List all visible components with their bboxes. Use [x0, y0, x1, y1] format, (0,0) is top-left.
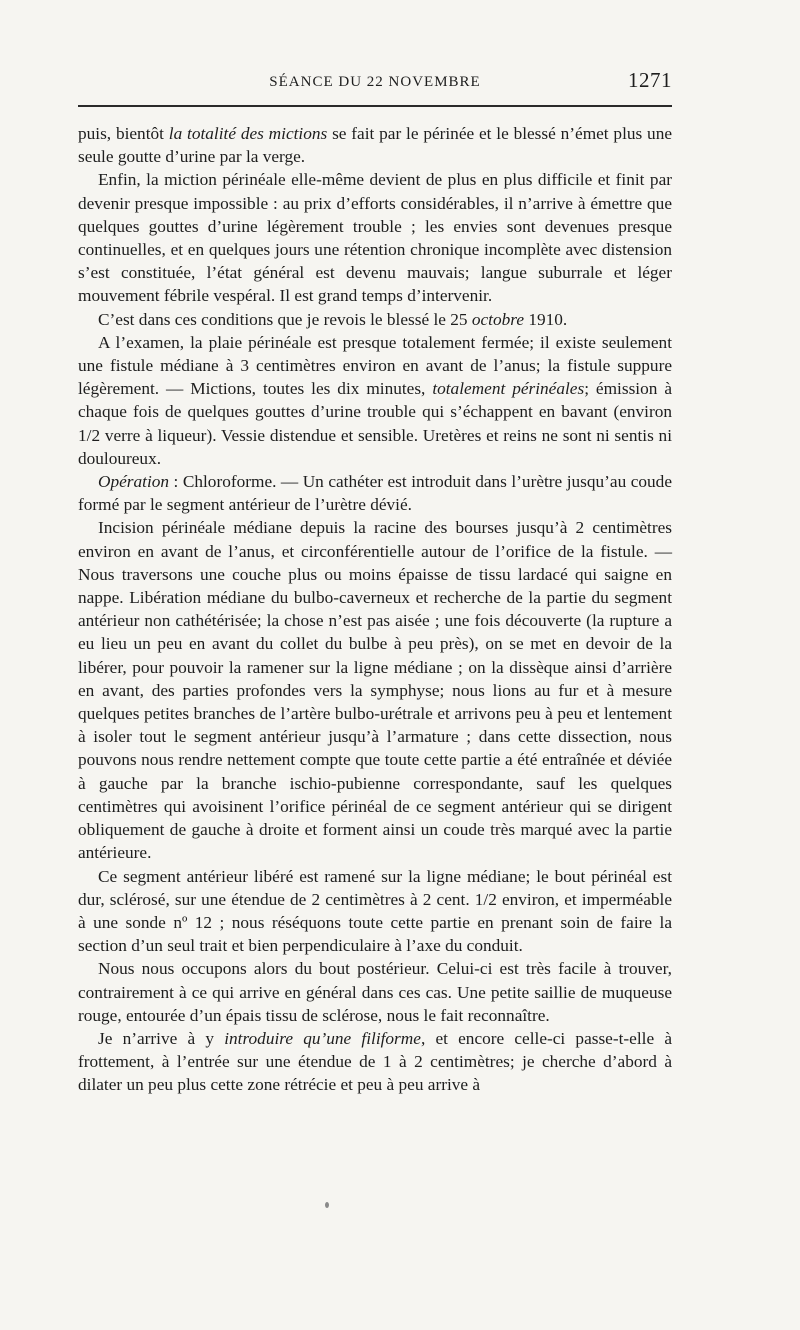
- italic-text: octobre: [471, 309, 525, 329]
- paragraph: [78, 331, 672, 470]
- text-run: 1910.: [524, 309, 568, 329]
- text-run: Je n’arrive à y: [98, 1028, 225, 1048]
- paragraph: [78, 516, 672, 864]
- text-run: Enfin, la miction périnéale elle-même devient de plus en plus difficile et finit par devenir presque impossible : au prix d’efforts considérables, il n’arrive à émettre que quelques gouttes d’urine légèrement trouble ; les envies sont devenues presque continuelles, et en quelques jours une rétention chronique incomplète avec distension s’est constituée, l’état général est devenu mauvais; langue suburrale et léger mouvement fébrile vespéral. Il est grand temps d’intervenir.: [78, 170, 672, 306]
- text-run: se fait par le périnée et le blessé n’émet plus une seule goutte d’urine par la verge.: [78, 124, 673, 167]
- text-run: Ce segment antérieur libéré est ramené sur la ligne médiane; le bout périnéal est dur, sclérosé, sur une étendue de 2 centimètres à 2 cent. 1/2 environ, et imperméable à une sonde nº 12 ; nous réséquons toute cette partie en prenant soin de faire la section d’un seul trait et bien perpendiculaire à l’axe du conduit.: [78, 866, 672, 956]
- italic-text: totalement périnéales: [432, 379, 585, 399]
- paragraph: [78, 122, 672, 168]
- paragraph: [78, 470, 672, 516]
- paragraph: [78, 168, 672, 307]
- running-head: SÉANCE DU 22 NOVEMBRE: [269, 74, 481, 90]
- text-run: ; émission à chaque fois de quelques gouttes d’urine trouble qui s’échappent en bavant (environ 1/2 verre à liqueur). Vessie distendue et sensible. Uretères et reins ne sont ni sentis ni douloureux.: [78, 379, 672, 468]
- header-rule: [78, 105, 672, 107]
- text-run: C’est dans ces conditions que je revois le blessé le 25: [98, 309, 472, 329]
- ink-speck: [325, 1202, 329, 1208]
- text-run: : Chloroforme. — Un cathéter est introduit dans l’urètre jusqu’au coude formé par le segment antérieur de l’urètre dévié.: [78, 472, 672, 515]
- page-header: [78, 66, 672, 96]
- text-run: Incision périnéale médiane depuis la racine des bourses jusqu’à 2 centimètres environ en avant de l’anus, et circonférentielle autour de l’orifice de la fistule. — Nous traversons une couche plus ou moins épaisse de tissu lardacé qui saigne en nappe. Libération médiane du bulbo-caverneux et recherche de la partie du segment antérieur non cathétérisée; la chose n’est pas aisée ; une fois découverte (la rupture a eu lieu un peu en avant du collet du bulbe à peu près), on se met en devoir de la libérer, pour pouvoir la ramener sur la ligne médiane ; on la dissèque ainsi d’arrière en avant, des parties profondes vers la symphyse; nous lions au fur et à mesure quelques petites branches de l’artère bulbo-urétrale et arrivons peu à peu et lentement à isoler tout le segment antérieur jusqu’à l’armature ; dans cette dissection, nous pouvons nous rendre nettement compte que toute cette partie a été entraînée et déviée à gauche par la branche ischio-pubienne correspondante, sauf les quelques centimètres qui avoisinent l’orifice périnéal de ce segment antérieur qui se dirigent obliquement de gauche à droite et forment ainsi un coude très marqué avec la partie antérieure.: [78, 518, 672, 863]
- text-run: , et encore celle-ci passe-t-elle à frottement, à l’entrée sur une étendue de 1 à 2 centimètres; je cherche d’abord à dilater un peu plus cette zone rétrécie et peu à peu arrive à: [78, 1028, 672, 1095]
- page-number: 1271: [628, 68, 672, 92]
- body-text: [78, 122, 672, 1097]
- italic-text: introduire qu’une filiforme: [224, 1028, 421, 1048]
- paragraph: [78, 308, 672, 331]
- paragraph: [78, 957, 672, 1027]
- text-run: A l’examen, la plaie périnéale est presque totalement fermée; il existe seulement une fistule médiane à 3 centimètres environ en avant de l’anus; la fistule suppure légèrement. — Mictions, toutes les dix minutes,: [78, 332, 672, 399]
- text-run: Nous nous occupons alors du bout postérieur. Celui-ci est très facile à trouver, contrairement à ce qui arrive en général dans ces cas. Une petite saillie de muqueuse rouge, entourée d’un épais tissu de sclérose, nous le fait reconnaître.: [78, 959, 672, 1025]
- text-run: puis, bientôt: [78, 124, 169, 143]
- italic-text: Opération: [98, 472, 170, 492]
- italic-text: la totalité des mictions: [168, 124, 328, 143]
- paragraph: [78, 865, 672, 958]
- paragraph: [78, 1027, 672, 1097]
